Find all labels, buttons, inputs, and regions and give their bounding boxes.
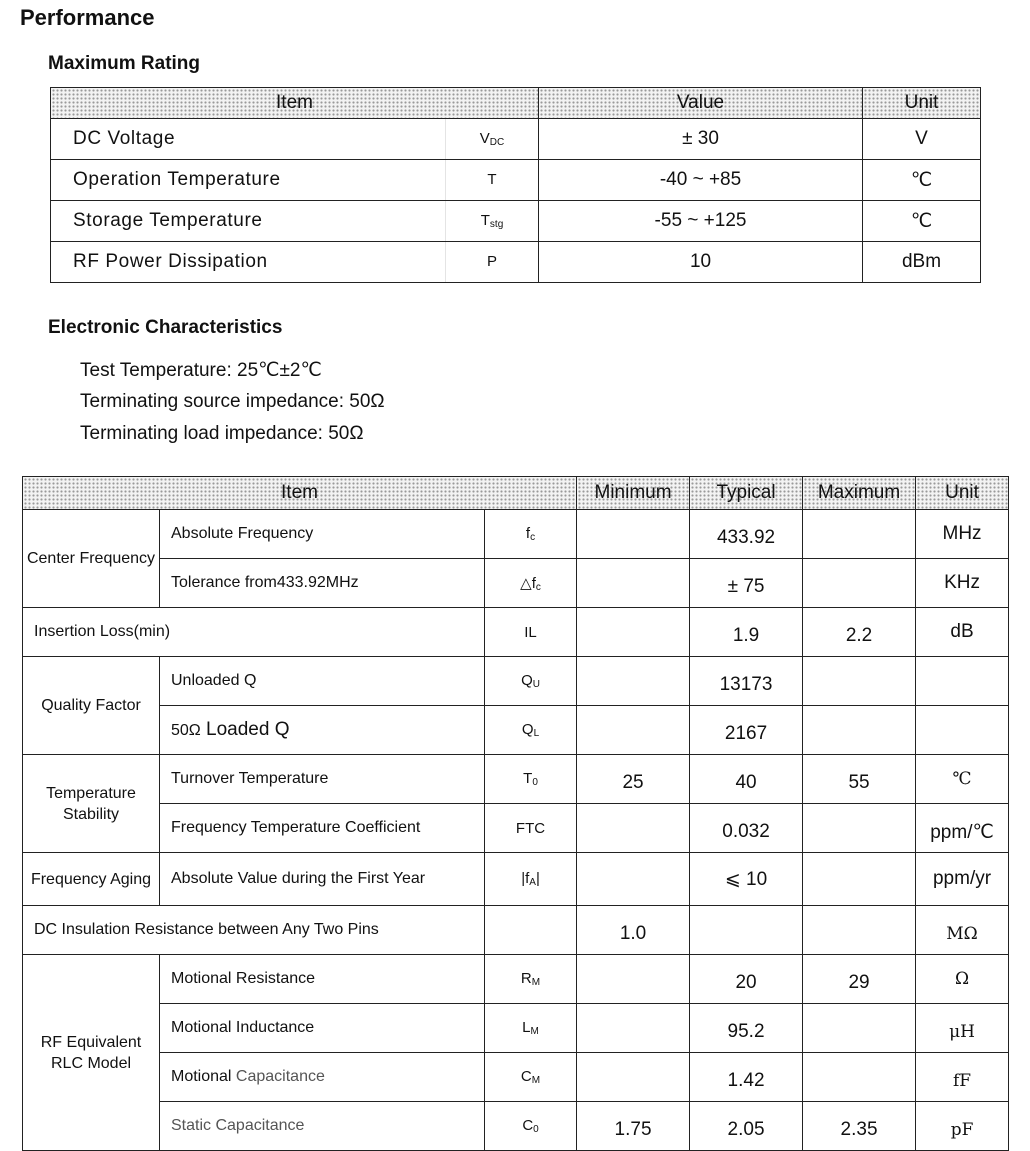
row-symbol: $Q_U$ [485, 657, 577, 706]
row-symbol: $T_{stg}$ [446, 201, 539, 242]
table-row [23, 755, 1009, 804]
max-rating-heading: Maximum Rating [48, 53, 201, 74]
header-unit: Unit [863, 88, 981, 119]
row-value: ± 30 [539, 119, 863, 160]
max-rating-table [50, 87, 981, 283]
row-max [803, 1004, 916, 1053]
table-row [23, 955, 1009, 1004]
header-typical: Typical [690, 477, 803, 510]
row-symbol: $C_0$ [485, 1102, 577, 1151]
row-min [577, 559, 690, 608]
row-symbol: P [446, 242, 539, 283]
row-symbol: $L_M$ [485, 1004, 577, 1053]
row-max [803, 804, 916, 853]
row-typ: 2.05 [690, 1102, 803, 1151]
row-symbol: $C_M$ [485, 1053, 577, 1102]
row-min [577, 853, 690, 906]
row-typ: 40 [690, 755, 803, 804]
row-symbol: FTC [485, 804, 577, 853]
table-row [23, 1053, 1009, 1102]
row-symbol: $Q_L$ [485, 706, 577, 755]
row-min [577, 510, 690, 559]
row-unit: V [863, 119, 981, 160]
row-item: DC Voltage [51, 119, 446, 160]
row-max [803, 657, 916, 706]
row-symbol: T [446, 160, 539, 201]
row-symbol: IL [485, 608, 577, 657]
row-min [577, 804, 690, 853]
table-row [23, 510, 1009, 559]
group-temperature-stability: Temperature Stability [23, 755, 160, 853]
row-typ: 1.42 [690, 1053, 803, 1102]
row-unit: ℃ [863, 201, 981, 242]
row-label: Motional Inductance [160, 1004, 485, 1053]
row-typ: 1.9 [690, 608, 803, 657]
row-label: Tolerance from433.92MHz [160, 559, 485, 608]
row-min: 25 [577, 755, 690, 804]
row-value: 10 [539, 242, 863, 283]
row-unit: ℃ [863, 160, 981, 201]
header-unit: Unit [916, 477, 1009, 510]
row-max: 29 [803, 955, 916, 1004]
header-item: Item [23, 477, 577, 510]
row-min [577, 706, 690, 755]
row-min [577, 657, 690, 706]
row-unit [916, 657, 1009, 706]
row-max: 55 [803, 755, 916, 804]
row-label: DC Insulation Resistance between Any Two Pins [23, 906, 485, 955]
header-item: Item [51, 88, 539, 119]
row-max [803, 1053, 916, 1102]
row-unit: fF [916, 1053, 1009, 1102]
header-maximum: Maximum [803, 477, 916, 510]
row-max: 2.35 [803, 1102, 916, 1151]
table-row [23, 706, 1009, 755]
row-min [577, 1053, 690, 1102]
row-typ: 20 [690, 955, 803, 1004]
row-unit: KHz [916, 559, 1009, 608]
table-row [51, 119, 981, 160]
table-row [23, 804, 1009, 853]
condition-source-impedance: Terminating source impedance: 50Ω [80, 391, 385, 412]
row-symbol: $R_M$ [485, 955, 577, 1004]
page-title: Performance [20, 5, 155, 30]
table-row [23, 657, 1009, 706]
row-label: Frequency Temperature Coefficient [160, 804, 485, 853]
row-unit: ppm/yr [916, 853, 1009, 906]
row-typ: 433.92 [690, 510, 803, 559]
row-value: -55 ~ +125 [539, 201, 863, 242]
row-label: Turnover Temperature [160, 755, 485, 804]
row-item: Storage Temperature [51, 201, 446, 242]
row-typ: 95.2 [690, 1004, 803, 1053]
row-min: 1.0 [577, 906, 690, 955]
table-row [51, 160, 981, 201]
table-row [23, 853, 1009, 906]
table-row [51, 201, 981, 242]
row-unit: MΩ [916, 906, 1009, 955]
condition-load-impedance: Terminating load impedance: 50Ω [80, 423, 364, 444]
row-max [803, 906, 916, 955]
row-label: Motional Capacitance [160, 1053, 485, 1102]
row-max [803, 510, 916, 559]
row-symbol: $T_0$ [485, 755, 577, 804]
header-value: Value [539, 88, 863, 119]
row-item: RF Power Dissipation [51, 242, 446, 283]
table-header-row [51, 88, 981, 119]
table-row [23, 559, 1009, 608]
row-label: 50Ω Loaded Q [160, 706, 485, 755]
row-label: Absolute Value during the First Year [160, 853, 485, 906]
group-center-frequency: Center Frequency [23, 510, 160, 608]
row-symbol: $V_{DC}$ [446, 119, 539, 160]
row-symbol: $f_c$ [485, 510, 577, 559]
row-unit: MHz [916, 510, 1009, 559]
row-label: Insertion Loss(min) [23, 608, 485, 657]
row-label: Static Capacitance [160, 1102, 485, 1151]
row-typ: 13173 [690, 657, 803, 706]
row-label: Unloaded Q [160, 657, 485, 706]
table-row [23, 1004, 1009, 1053]
table-row [23, 1102, 1009, 1151]
row-item: Operation Temperature [51, 160, 446, 201]
row-label: Motional Resistance [160, 955, 485, 1004]
row-max [803, 853, 916, 906]
condition-test-temperature: Test Temperature: 25℃±2℃ [80, 360, 322, 381]
electronic-characteristics-table [22, 476, 1009, 1151]
row-typ: 2167 [690, 706, 803, 755]
row-symbol [485, 906, 577, 955]
row-symbol: $\triangle f_c$ [485, 559, 577, 608]
group-quality-factor: Quality Factor [23, 657, 160, 755]
row-max [803, 559, 916, 608]
row-max [803, 706, 916, 755]
row-unit: Ω [916, 955, 1009, 1004]
row-unit: ppm/℃ [916, 804, 1009, 853]
table-header-row [23, 477, 1009, 510]
row-typ [690, 906, 803, 955]
table-row [23, 608, 1009, 657]
row-label: Absolute Frequency [160, 510, 485, 559]
header-minimum: Minimum [577, 477, 690, 510]
row-min [577, 608, 690, 657]
row-value: -40 ~ +85 [539, 160, 863, 201]
row-typ: ⩽ 10 [690, 853, 803, 906]
group-frequency-aging: Frequency Aging [23, 853, 160, 906]
row-symbol: $|f_A|$ [485, 853, 577, 906]
row-unit: ℃ [916, 755, 1009, 804]
row-unit: pF [916, 1102, 1009, 1151]
row-max: 2.2 [803, 608, 916, 657]
row-unit [916, 706, 1009, 755]
table-row [51, 242, 981, 283]
row-min: 1.75 [577, 1102, 690, 1151]
electronic-heading: Electronic Characteristics [48, 317, 283, 338]
row-unit: dBm [863, 242, 981, 283]
table-row [23, 906, 1009, 955]
row-min [577, 955, 690, 1004]
row-unit: μH [916, 1004, 1009, 1053]
row-min [577, 1004, 690, 1053]
row-typ: 0.032 [690, 804, 803, 853]
row-unit: dB [916, 608, 1009, 657]
row-typ: ± 75 [690, 559, 803, 608]
group-rf-model: RF Equivalent RLC Model [23, 955, 160, 1151]
